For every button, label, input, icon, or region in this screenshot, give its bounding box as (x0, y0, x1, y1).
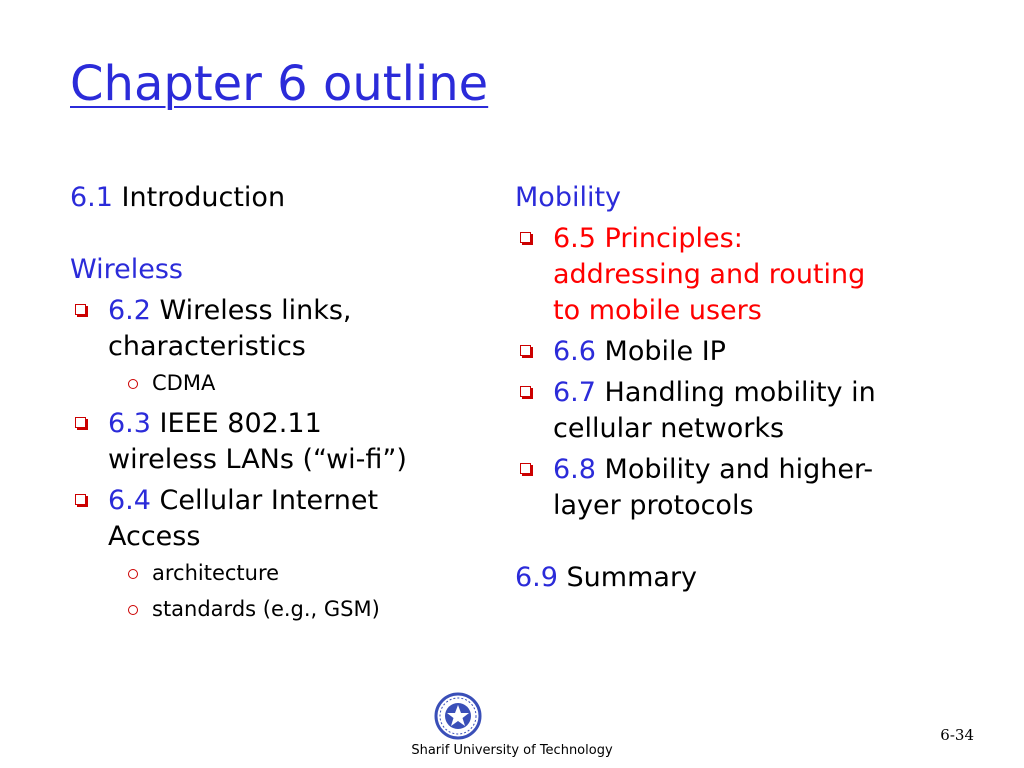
section-text: Cellular Internet (159, 485, 379, 516)
section-text: Mobility and higher- (604, 454, 874, 485)
summary-line (515, 560, 985, 596)
section-number: 6.2 (108, 295, 151, 326)
section-heading-mobility: Mobility (515, 182, 622, 213)
section-number: 6.7 (553, 377, 596, 408)
right-column (515, 180, 985, 596)
university-logo-icon (434, 692, 482, 740)
footer-institution: Sharif University of Technology (411, 743, 613, 758)
left-column (70, 180, 490, 627)
list-item (70, 406, 490, 478)
sub-list-item (70, 365, 490, 401)
circle-bullet-icon (128, 569, 138, 579)
section-text: Summary (566, 562, 698, 593)
list-item (515, 221, 985, 329)
square-bullet-icon (520, 463, 531, 474)
square-bullet-icon (520, 386, 531, 397)
list-item (515, 334, 985, 370)
section-number: 6.4 (108, 485, 151, 516)
section-number: 6.1 (70, 182, 113, 213)
circle-bullet-icon (128, 379, 138, 389)
slide-title: Chapter 6 outline (70, 56, 489, 112)
list-item (70, 483, 490, 555)
sub-list-item (70, 555, 490, 591)
section-number: 6.6 (553, 336, 596, 367)
section-text: Introduction (121, 182, 286, 213)
section-text: addressing and routing (553, 259, 866, 290)
sub-item-text: standards (e.g., GSM) (152, 597, 380, 621)
section-text: to mobile users (553, 295, 762, 326)
square-bullet-icon (520, 232, 531, 243)
list-item (515, 375, 985, 447)
section-text: 6.5 Principles: (553, 223, 743, 254)
section-number: 6.9 (515, 562, 558, 593)
section-text: Wireless links, (159, 295, 352, 326)
section-text: IEEE 802.11 (159, 408, 322, 439)
square-bullet-icon (75, 494, 86, 505)
section-text: Mobile IP (604, 336, 726, 367)
section-text: layer protocols (553, 490, 754, 521)
section-number: 6.8 (553, 454, 596, 485)
list-item (515, 452, 985, 524)
sub-item-text: architecture (152, 561, 280, 585)
square-bullet-icon (520, 345, 531, 356)
section-text: cellular networks (553, 413, 785, 444)
square-bullet-icon (75, 304, 86, 315)
page-number: 6-34 (940, 726, 974, 744)
section-number: 6.3 (108, 408, 151, 439)
sub-list-item (70, 591, 490, 627)
list-item (70, 293, 490, 365)
square-bullet-icon (75, 417, 86, 428)
section-heading-wireless: Wireless (70, 254, 183, 285)
sub-item-text: CDMA (152, 371, 216, 395)
section-text: Handling mobility in (604, 377, 876, 408)
intro-line (70, 180, 490, 216)
circle-bullet-icon (128, 605, 138, 615)
section-text: characteristics (108, 331, 306, 362)
section-text: Access (108, 521, 201, 552)
section-text: wireless LANs (“wi-fi”) (108, 444, 407, 475)
